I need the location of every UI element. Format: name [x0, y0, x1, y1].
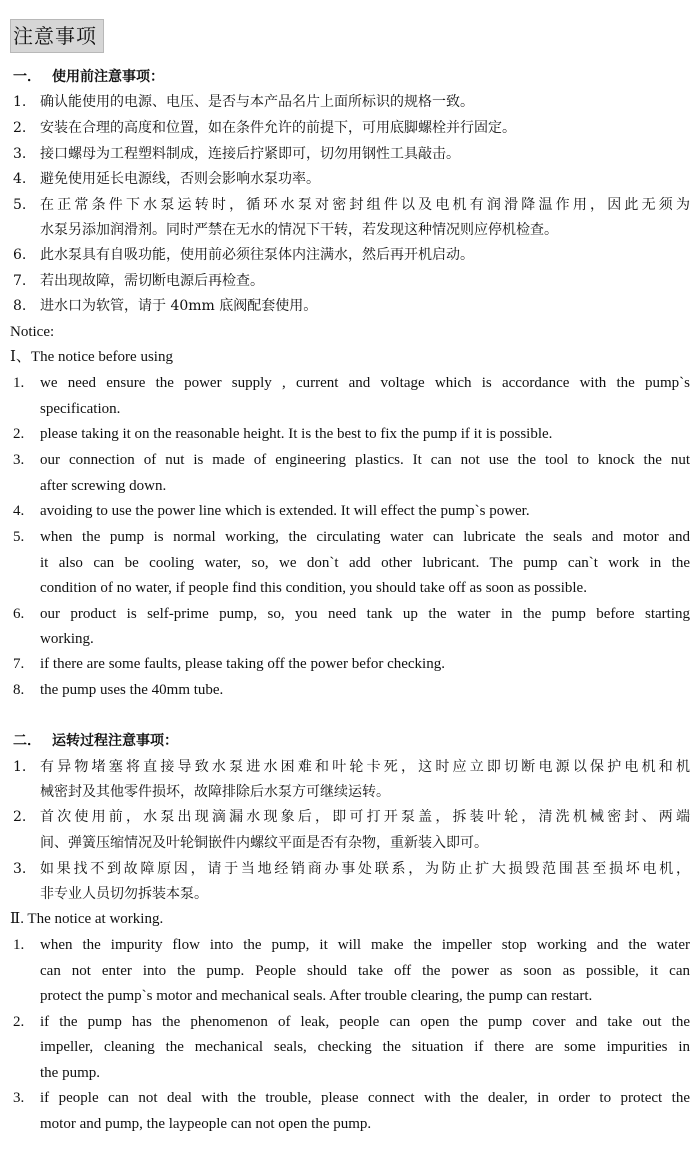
item-text: can not enter into the pump. People should take off the power as soon as possible, it can	[40, 963, 690, 979]
item-number: 8.	[13, 298, 27, 314]
item-text: motor and pump, the laypeople can not open the pump.	[40, 1116, 372, 1132]
item-number: 3.	[13, 861, 27, 877]
item-number: 2.	[13, 1014, 25, 1030]
page-title: 注意事项	[10, 19, 104, 53]
item-number: 4.	[13, 503, 25, 519]
item-text: specification.	[40, 401, 121, 417]
item-text: we need ensure the power supply , current and voltage which is accordance with the pump`s	[40, 375, 690, 391]
item-text: 首次使用前，水泵出现滴漏水现象后，即可打开泵盖，拆装叶轮，清洗机械密封、两端	[40, 809, 690, 825]
item-number: 3.	[13, 1090, 25, 1106]
item-text: when the pump is normal working, the circulating water can lubricate the seals and motor and	[40, 529, 690, 545]
item-text: 避免使用延长电源线，否则会影响水泵功率。	[40, 171, 320, 187]
item-number: 8.	[13, 682, 25, 698]
item-text: avoiding to use the power line which is extended. It will effect the pump`s power.	[40, 503, 530, 519]
heading-number: 二．	[13, 733, 41, 749]
item-number: 1.	[13, 375, 25, 391]
item-text: 确认能使用的电源、电压、是否与本产品名片上面所标识的规格一致。	[40, 94, 474, 110]
item-text: our product is self-prime pump, so, you need tank up the water in the pump before starting	[40, 606, 690, 622]
item-text: 接口螺母为工程塑料制成，连接后拧紧即可，切勿用钢性工具敲击。	[40, 146, 460, 162]
item-text: working.	[40, 631, 94, 647]
item-text: the pump uses the 40mm tube.	[40, 682, 224, 698]
item-text: after screwing down.	[40, 478, 167, 494]
item-text: 非专业人员切勿拆装本泵。	[40, 886, 208, 902]
item-text: 有异物堵塞将直接导致水泵进水困难和叶轮卡死，这时应立即切断电源以保护电机和机	[40, 759, 690, 775]
item-text: impeller, cleaning the mechanical seals, checking the situation if there are some impurities in	[40, 1039, 690, 1055]
item-text: 进水口为软管，请于 40mm 底阀配套使用。	[40, 298, 318, 314]
item-number: 5.	[13, 197, 27, 213]
heading-text: 运转过程注意事项：	[52, 733, 178, 749]
item-number: 3.	[13, 452, 25, 468]
item-text: 如果找不到故障原因，请于当地经销商办事处联系，为防止扩大损毁范围甚至损坏电机，	[40, 861, 690, 877]
item-number: 1.	[13, 759, 27, 775]
item-text: 水泵另添加润滑剂。同时严禁在无水的情况下干转，若发现这种情况则应停机检查。	[40, 222, 558, 238]
item-number: 7.	[13, 656, 25, 672]
item-text: 此水泵具有自吸功能，使用前必须往泵体内注满水，然后再开机启动。	[40, 247, 474, 263]
item-text: when the impurity flow into the pump, it will make the impeller stop working and the water	[40, 937, 690, 953]
item-number: 2.	[13, 809, 27, 825]
item-text: 械密封及其他零件损坏，故障排除后水泵方可继续运转。	[40, 784, 390, 800]
item-text: it also can be cooling water, so, we don`t add other lubricant. The pump can`t work in the	[40, 555, 690, 571]
section-2-en-heading-text: Ⅱ. The notice at working.	[10, 911, 164, 927]
item-number: 1.	[13, 94, 27, 110]
item-text: 间、弹簧压缩情况及叶轮铜嵌件内螺纹平面是否有杂物，重新装入即可。	[40, 835, 488, 851]
item-text: protect the pump`s motor and mechanical seals. After trouble clearing, the pump can restart.	[40, 988, 593, 1004]
item-number: 5.	[13, 529, 25, 545]
item-text: if the pump has the phenomenon of leak, people can open the pump cover and take out the	[40, 1014, 690, 1030]
item-text: 安装在合理的高度和位置，如在条件允许的前提下，可用底脚螺栓并行固定。	[40, 120, 516, 136]
heading-text: 使用前注意事项：	[52, 69, 164, 85]
item-text: our connection of nut is made of engineering plastics. It can not use the tool to knock the nut	[40, 452, 690, 468]
item-number: 6.	[13, 606, 25, 622]
notice-label-text: Notice:	[10, 324, 55, 340]
item-text: 在正常条件下水泵运转时，循环水泵对密封组件以及电机有润滑降温作用，因此无须为	[40, 197, 690, 213]
item-text: condition of no water, if people find this condition, you should take off as soon as possible.	[40, 580, 587, 596]
item-number: 1.	[13, 937, 25, 953]
item-text: please taking it on the reasonable height. It is the best to fix the pump if it is possible.	[40, 426, 553, 442]
section-1-en-heading-text: Ⅰ、The notice before using	[10, 349, 173, 365]
item-number: 3.	[13, 146, 27, 162]
item-text: the pump.	[40, 1065, 100, 1081]
item-number: 2.	[13, 426, 25, 442]
item-text: if people can not deal with the trouble, please connect with the dealer, in order to protect the	[40, 1090, 690, 1106]
item-number: 6.	[13, 247, 27, 263]
item-text: if there are some faults, please taking off the power befor checking.	[40, 656, 445, 672]
item-number: 4.	[13, 171, 27, 187]
heading-number: 一．	[13, 69, 41, 85]
item-number: 2.	[13, 120, 27, 136]
item-text: 若出现故障，需切断电源后再检查。	[40, 273, 264, 289]
item-number: 7.	[13, 273, 27, 289]
